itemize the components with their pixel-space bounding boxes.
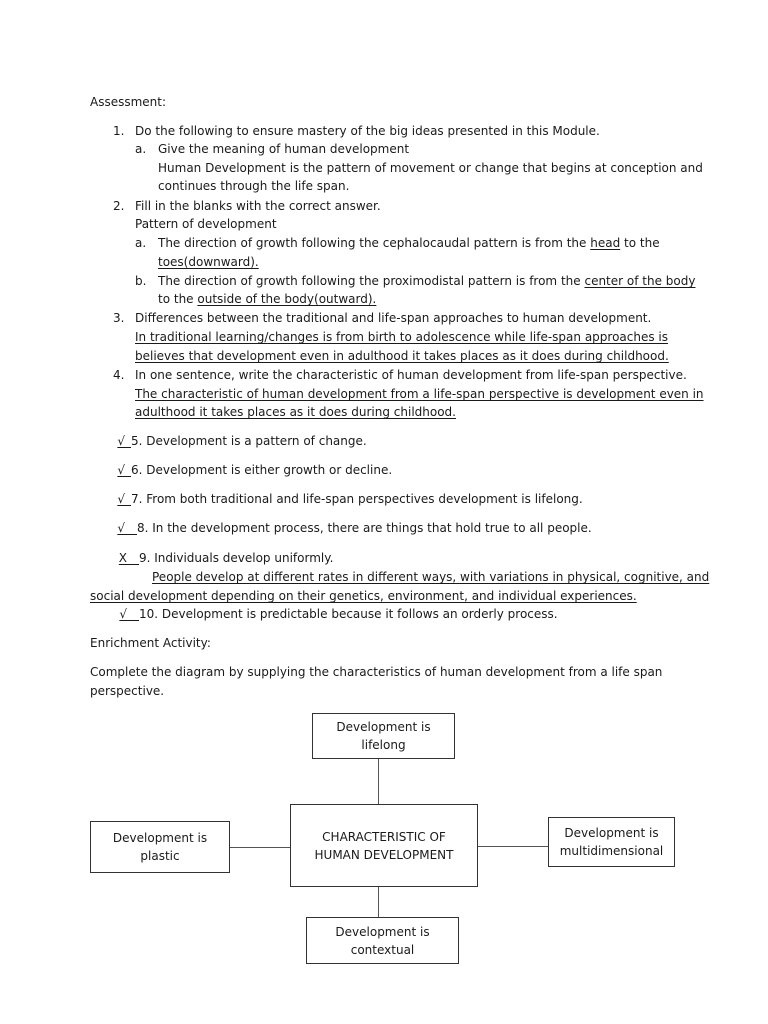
check-item — [90, 550, 333, 566]
box-right-line2: multidimensional — [559, 844, 664, 858]
check-mark: √ — [117, 434, 125, 448]
q1-answer-line2: continues through the life span. — [158, 179, 350, 193]
check-blank — [90, 606, 139, 622]
check-item — [90, 606, 558, 622]
q2-b-answer-outside: outside of the body(outward). — [197, 292, 377, 306]
q2-a-middle: to the — [624, 236, 660, 250]
q1-answer-line1: Human Development is the pattern of movement or change that begins at conception and — [158, 161, 703, 175]
box-right-multidimensional — [548, 817, 675, 867]
q1-a-text: Give the meaning of human development — [158, 142, 410, 156]
box-center-line1: CHARACTERISTIC OF — [322, 829, 446, 844]
q2-subtitle: Pattern of development — [135, 217, 277, 231]
check-mark: X — [118, 551, 127, 565]
q2-a-line — [158, 235, 660, 251]
connector-left — [230, 847, 290, 848]
instruction-line2: perspective. — [90, 684, 165, 698]
box-left-line1: Development is — [112, 831, 208, 845]
q1-text: Do the following to ensure mastery of the big ideas presented in this Module. — [135, 124, 600, 138]
q4-text: In one sentence, write the characteristic of human development from life-span perspective. — [135, 368, 687, 382]
q2-b-middle: to the — [158, 292, 194, 306]
check-mark: √ — [119, 607, 127, 621]
q3-text: Differences between the traditional and life-span approaches to human development. — [135, 311, 652, 325]
check-item — [90, 462, 392, 478]
box-top-lifelong — [312, 713, 455, 759]
check-item — [90, 491, 583, 507]
item9-explanation-line2: social development depending on their genetics, environment, and individual experiences. — [90, 589, 637, 603]
q4-answer-line2: adulthood it takes places as it does during childhood. — [135, 405, 456, 419]
box-bottom-line1: Development is — [335, 924, 430, 939]
item9-explanation-line1: People develop at different rates in different ways, with variations in physical, cognitive, and — [152, 570, 710, 584]
check-text: 10. Development is predictable because it follows an orderly process. — [139, 607, 558, 621]
q1-number: 1. — [113, 124, 125, 138]
enrichment-heading: Enrichment Activity: — [90, 636, 211, 650]
check-text: 7. From both traditional and life-span perspectives development is lifelong. — [131, 492, 583, 506]
q2-b-answer-center: center of the body — [584, 274, 696, 288]
check-text: 8. In the development process, there are things that hold true to all people. — [137, 521, 592, 535]
q2-b-label: b. — [135, 274, 147, 288]
box-top-line1: Development is — [336, 720, 431, 734]
check-text: 9. Individuals develop uniformly. — [139, 551, 334, 565]
q2-b-prefix: The direction of growth following the proximodistal pattern is from the — [158, 274, 581, 288]
connector-bottom — [378, 887, 379, 918]
q3-answer-line1: In traditional learning/changes is from birth to adolescence while life-span approaches is — [135, 330, 669, 344]
check-blank — [90, 520, 137, 536]
check-blank — [90, 433, 131, 449]
box-top-line2: lifelong — [361, 738, 406, 752]
check-blank — [90, 491, 131, 507]
q2-a-prefix: The direction of growth following the cephalocaudal pattern is from the — [158, 236, 587, 250]
q1-a-label: a. — [135, 142, 147, 156]
q2-a-label: a. — [135, 236, 147, 250]
box-bottom-line2: contextual — [350, 942, 415, 957]
q2-a-answer-head: head — [590, 236, 621, 250]
check-blank — [90, 462, 131, 478]
q2-b-line — [158, 273, 695, 289]
box-bottom-contextual — [306, 917, 459, 964]
q3-answer-line2: believes that development even in adulthood it takes places as it does during childhood. — [135, 349, 669, 363]
check-mark: √ — [117, 463, 125, 477]
box-right-line1: Development is — [564, 826, 659, 840]
check-mark: √ — [117, 492, 125, 506]
q2-number: 2. — [113, 199, 125, 213]
q4-answer-line1: The characteristic of human development from a life-span perspective is development even in — [135, 387, 704, 401]
q2-text: Fill in the blanks with the correct answer. — [135, 199, 381, 213]
check-text: 6. Development is either growth or decline. — [131, 463, 393, 477]
box-center-characteristic — [290, 804, 478, 887]
connector-top — [378, 758, 379, 804]
assessment-heading: Assessment: — [90, 95, 167, 109]
q2-b-line2 — [158, 291, 376, 307]
check-blank — [90, 550, 139, 566]
q3-number: 3. — [113, 311, 125, 325]
check-mark: √ — [117, 521, 125, 535]
box-left-line2: plastic — [140, 849, 180, 863]
instruction-line1: Complete the diagram by supplying the characteristics of human development from a life span — [90, 665, 663, 679]
check-item — [90, 520, 592, 536]
box-left-plastic — [90, 821, 230, 873]
q2-a-answer-toes: toes(downward). — [158, 255, 259, 269]
box-center-line2: HUMAN DEVELOPMENT — [314, 847, 454, 862]
q4-number: 4. — [113, 368, 125, 382]
check-text: 5. Development is a pattern of change. — [131, 434, 367, 448]
connector-right — [478, 846, 548, 847]
check-item — [90, 433, 367, 449]
